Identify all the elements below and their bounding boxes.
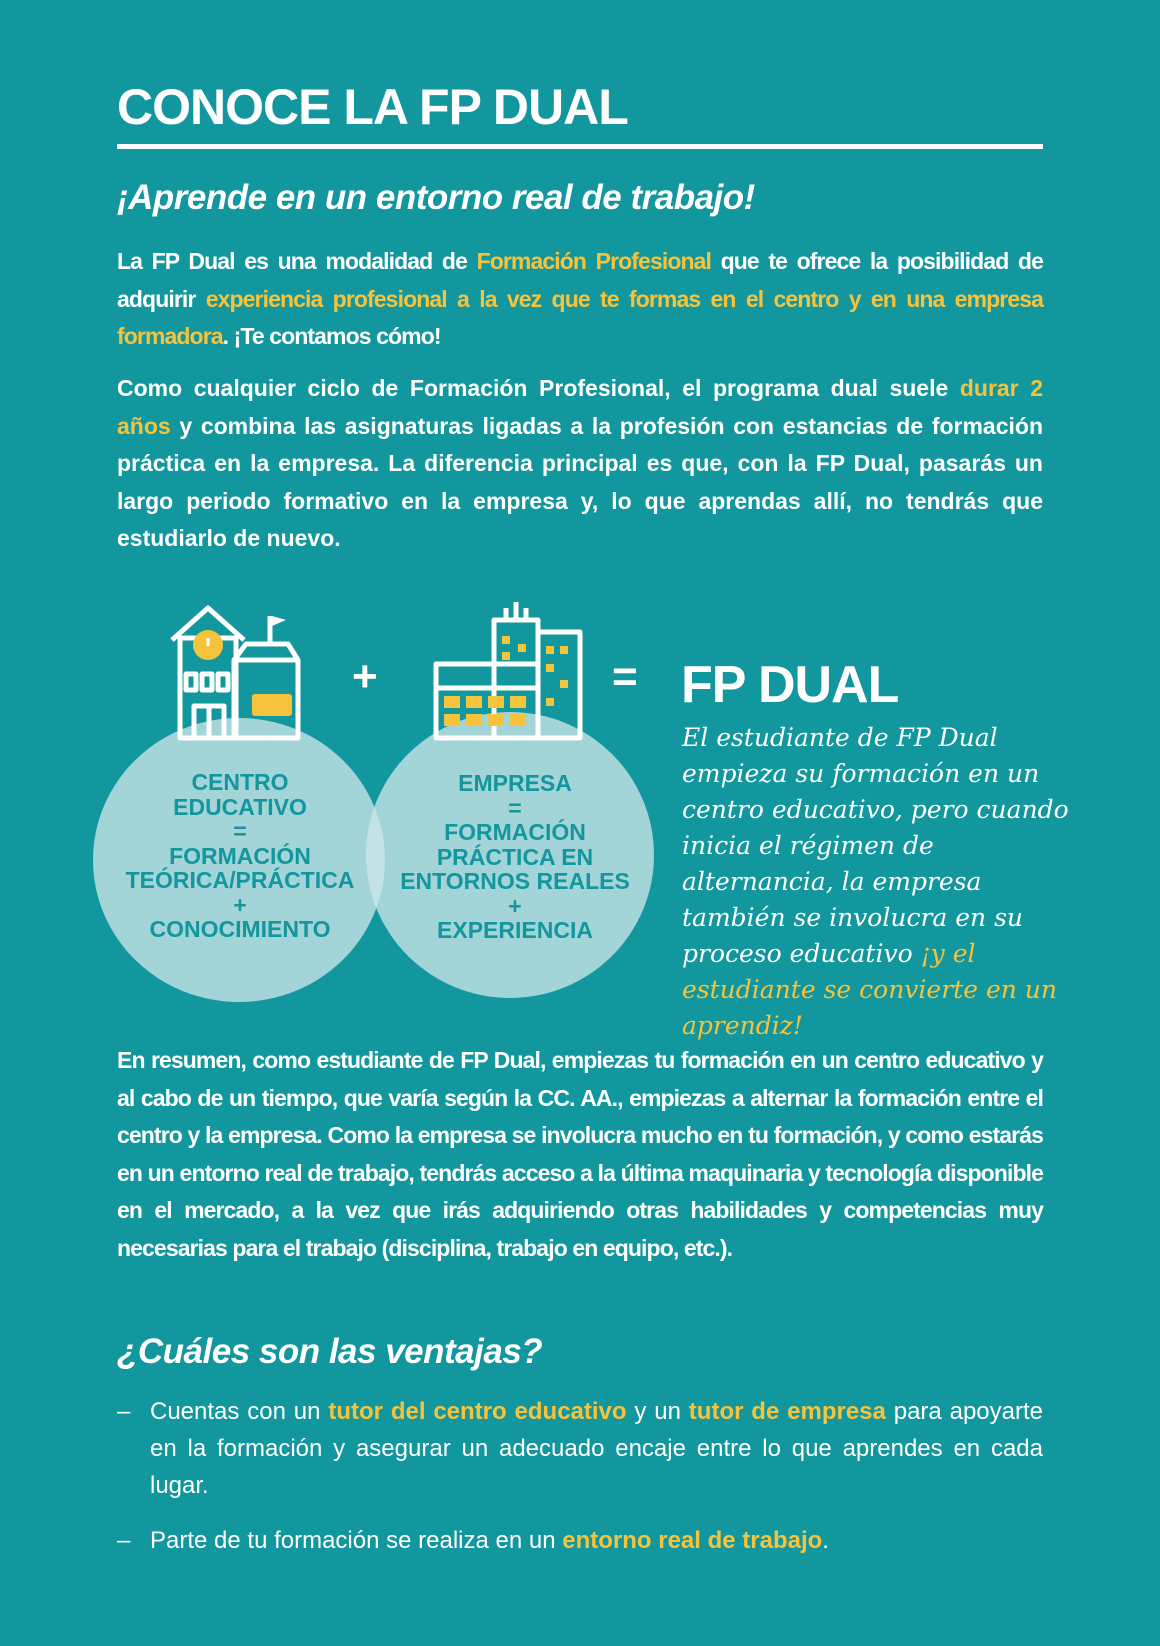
fp-dual-result-title: FP DUAL [681, 656, 899, 714]
bullet-dash: – [117, 1398, 131, 1425]
summary-paragraph: En resumen, como estudiante de FP Dual, empiezas tu formación en un centro educativo y al cabo de un tiempo, que varía según la CC. AA., empiezas a alternar la formación entre el centro y la empresa. Como la empresa se involucra mucho en tu formación, y como estarás en un entorno real de trabajo, tendrás acceso a la última maquinaria y tecnología disponible en el mercado, a la vez que irás adquiriendo otras habilidades y competencias muy necesarias para el trabajo (disciplina, trabajo en equipo, etc.). [117, 1047, 1043, 1261]
plus-operator: + [352, 652, 378, 701]
intro-paragraph: La FP Dual es una modalidad de Formación Profesional que te ofrece la posibilidad de adquirir experiencia profesional a la vez que te formas en el centro y en una empresa formadora. ¡Te contamos cómo! [117, 248, 1043, 349]
list-item: – Parte de tu formación se realiza en un entorno real de trabajo. [117, 1522, 1043, 1559]
company-buildings-icon [432, 598, 588, 744]
equals-operator: = [612, 652, 638, 701]
title-divider [117, 144, 1043, 149]
page-title: CONOCE LA FP DUAL [117, 79, 628, 135]
fp-dual-result-description: El estudiante de FP Dual empieza su formación en un centro educativo, pero cuando inicia el régimen de alternancia, la empresa también se involucra en su proceso educativo ¡y el estudiante se convierte en un aprendiz! [682, 723, 1069, 1040]
list-item: – Cuentas con un tutor del centro educativo y un tutor de empresa para apoyarte en la formación y asegurar un adecuado encaje entre lo que aprendes en cada lugar. [117, 1393, 1043, 1504]
circle-centro-educativo-label: CENTRO EDUCATIVO = FORMACIÓN TEÓRICA/PRÁCTICA + CONOCIMIENTO [125, 769, 355, 942]
duration-paragraph: Como cualquier ciclo de Formación Profesional, el programa dual suele durar 2 años y combina las asignaturas ligadas a la profesión con estancias de formación práctica en la empresa. La diferencia principal es que, con la FP Dual, pasarás un largo periodo formativo en la empresa y, lo que aprendas allí, no tendrás que estudiarlo de nuevo. [117, 375, 1043, 551]
school-building-icon [168, 598, 314, 744]
section-heading-ventajas: ¿Cuáles son las ventajas? [117, 1332, 543, 1371]
circle-empresa-label: EMPRESA = FORMACIÓN PRÁCTICA EN ENTORNOS REALES + EXPERIENCIA [400, 770, 630, 943]
bullet-dash: – [117, 1527, 131, 1554]
section-heading-aprende: ¡Aprende en un entorno real de trabajo! [117, 178, 755, 217]
